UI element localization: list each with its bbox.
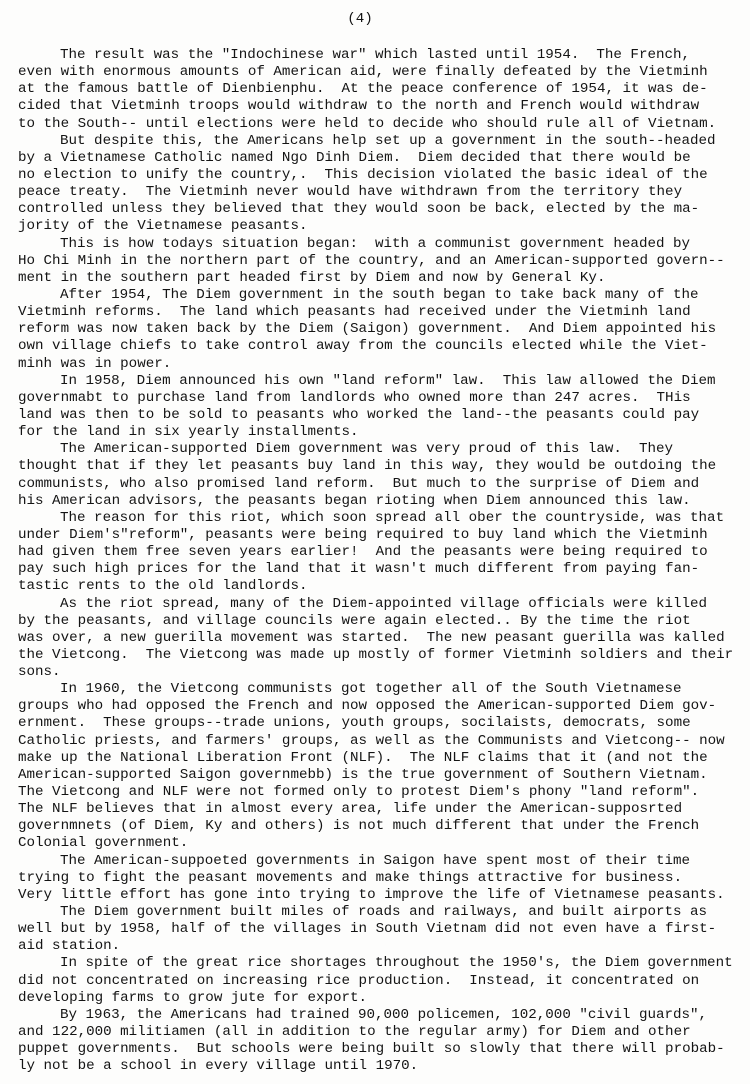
text-line: In 1960, the Vietcong communists got together all of the South Vietnamese — [60, 681, 682, 698]
paragraph — [18, 441, 746, 510]
text-line: Colonial government. — [18, 835, 189, 852]
text-line: tastic rents to the old landlords. — [18, 578, 308, 595]
text-line: puppet governments. But schools were being built so slowly that there will probab- — [18, 1041, 725, 1058]
paragraph — [18, 236, 746, 287]
text-line: land was then to be sold to peasants who worked the land--the peasants could pay — [18, 406, 700, 423]
paragraph — [18, 853, 746, 904]
text-line: communists, who also promised land reform. But much to the surprise of Diem and — [18, 475, 700, 492]
text-line: by a Vietnamese Catholic named Ngo Dinh Diem. Diem decided that there would be — [18, 149, 691, 166]
text-line: cided that Vietminh troops would withdraw to the north and French would withdraw — [18, 98, 700, 115]
text-line: In 1958, Diem announced his own "land reform" law. This law allowed the Diem — [60, 372, 716, 389]
paragraph — [18, 1007, 746, 1076]
text-line: Very little effort has gone into trying to improve the life of Vietnamese peasants. — [18, 886, 725, 903]
text-line: thought that if they let peasants buy land in this way, they would be outdoing the — [18, 458, 717, 475]
paragraph — [18, 596, 746, 682]
text-line: even with enormous amounts of American aid, were finally defeated by the Vietminh — [18, 64, 708, 81]
text-line: American-supported Saigon governmebb) is the true government of Southern Vietnam. — [18, 766, 708, 783]
text-line: was over, a new guerilla movement was started. The new peasant guerilla was kalled — [18, 629, 725, 646]
text-line: developing farms to grow jute for export. — [18, 989, 368, 1006]
paragraph — [18, 133, 746, 236]
text-line: for the land in six yearly installments. — [18, 424, 359, 441]
text-line: groups who had opposed the French and now opposed the American-supported Diem gov- — [18, 698, 717, 715]
paragraph — [18, 287, 746, 373]
text-line: minh was in power. — [18, 355, 172, 372]
paragraph — [18, 904, 746, 955]
text-line: no election to unify the country,. This decision violated the basic ideal of the — [18, 166, 708, 183]
text-line: own village chiefs to take control away from the councils elected while the Viet- — [18, 338, 708, 355]
text-line: The result was the "Indochinese war" which lasted until 1954. The French, — [60, 47, 691, 63]
text-line: governmnets (of Diem, Ky and others) is not much different that under the French — [18, 818, 700, 835]
text-line: and 122,000 militiamen (all in addition to the regular army) for Diem and other — [18, 1024, 691, 1041]
paragraph — [18, 47, 746, 133]
text-line: The Vietcong and NLF were not formed only to protest Diem's phony "land reform". — [18, 784, 700, 801]
text-line: governmabt to purchase land from landlords who owned more than 247 acres. THis — [18, 389, 691, 406]
body-text — [18, 47, 746, 1075]
text-line: well but by 1958, half of the villages in South Vietnam did not even have a first- — [18, 921, 717, 938]
text-line: After 1954, The Diem government in the south began to take back many of the — [60, 286, 699, 303]
text-line: The NLF believes that in almost every area, life under the American-supposrted — [18, 801, 683, 818]
text-line: This is how todays situation began: with a communist government headed by — [60, 235, 691, 252]
text-line: In spite of the great rice shortages throughout the 1950's, the Diem government — [60, 955, 733, 972]
paragraph — [18, 955, 746, 1006]
text-line: The Diem government built miles of roads and railways, and built airports as — [60, 904, 708, 921]
text-line: under Diem's"reform", peasants were being required to buy land which the Vietminh — [18, 526, 708, 543]
text-line: reform was now taken back by the Diem (Saigon) government. And Diem appointed his — [18, 321, 717, 338]
paragraph — [18, 373, 746, 442]
text-line: jority of the Vietnamese peasants. — [18, 218, 308, 235]
text-line: The reason for this riot, which soon spread all ober the countryside, was that — [60, 509, 725, 526]
text-line: The American-supported Diem government was very proud of this law. They — [60, 441, 673, 458]
text-line: ly not be a school in every village until 1970. — [18, 1058, 419, 1075]
text-line: sons. — [18, 664, 61, 681]
text-line: As the riot spread, many of the Diem-appointed village officials were killed — [60, 595, 708, 612]
text-line: The American-suppoeted governments in Saigon have spent most of their time — [60, 852, 691, 869]
text-line: make up the National Liberation Front (NLF). The NLF claims that it (and not the — [18, 749, 708, 766]
text-line: By 1963, the Americans had trained 90,000 policemen, 102,000 "civil guards", — [60, 1006, 708, 1023]
text-line: at the famous battle of Dienbienphu. At the peace conference of 1954, it was de- — [18, 81, 708, 98]
text-line: pay such high prices for the land that it wasn't much different from paying fan- — [18, 561, 700, 578]
text-line: to the South-- until elections were held to decide who should rule all of Vietnam. — [18, 115, 717, 132]
text-line: trying to fight the peasant movements and make things attractive for business. — [18, 869, 683, 886]
text-line: aid station. — [18, 938, 121, 955]
text-line: had given them free seven years earlier! And the peasants were being required to — [18, 544, 708, 561]
page-number: (4) — [347, 11, 373, 27]
paragraph — [18, 681, 746, 852]
text-line: Catholic priests, and farmers' groups, as well as the Communists and Vietcong-- now — [18, 732, 725, 749]
text-line: did not concentrated on increasing rice production. Instead, it concentrated on — [18, 972, 700, 989]
text-line: the Vietcong. The Vietcong was made up mostly of former Vietminh soldiers and their — [18, 646, 734, 663]
text-line: his American advisors, the peasants began rioting when Diem announced this law. — [18, 492, 691, 509]
paragraph — [18, 510, 746, 596]
text-line: Ho Chi Minh in the northern part of the country, and an American-supported govern-- — [18, 252, 725, 269]
text-line: controlled unless they believed that they would soon be back, elected by the ma- — [18, 201, 700, 218]
text-line: ment in the southern part headed first by Diem and now by General Ky. — [18, 269, 606, 286]
text-line: by the peasants, and village councils were again elected.. By the time the riot — [18, 612, 691, 629]
text-line: ernment. These groups--trade unions, youth groups, socilaists, democrats, some — [18, 715, 691, 732]
text-line: Vietminh reforms. The land which peasants had received under the Vietminh land — [18, 304, 691, 321]
text-line: peace treaty. The Vietminh never would have withdrawn from the territory they — [18, 184, 683, 201]
text-line: But despite this, the Americans help set up a government in the south--headed — [60, 132, 716, 149]
